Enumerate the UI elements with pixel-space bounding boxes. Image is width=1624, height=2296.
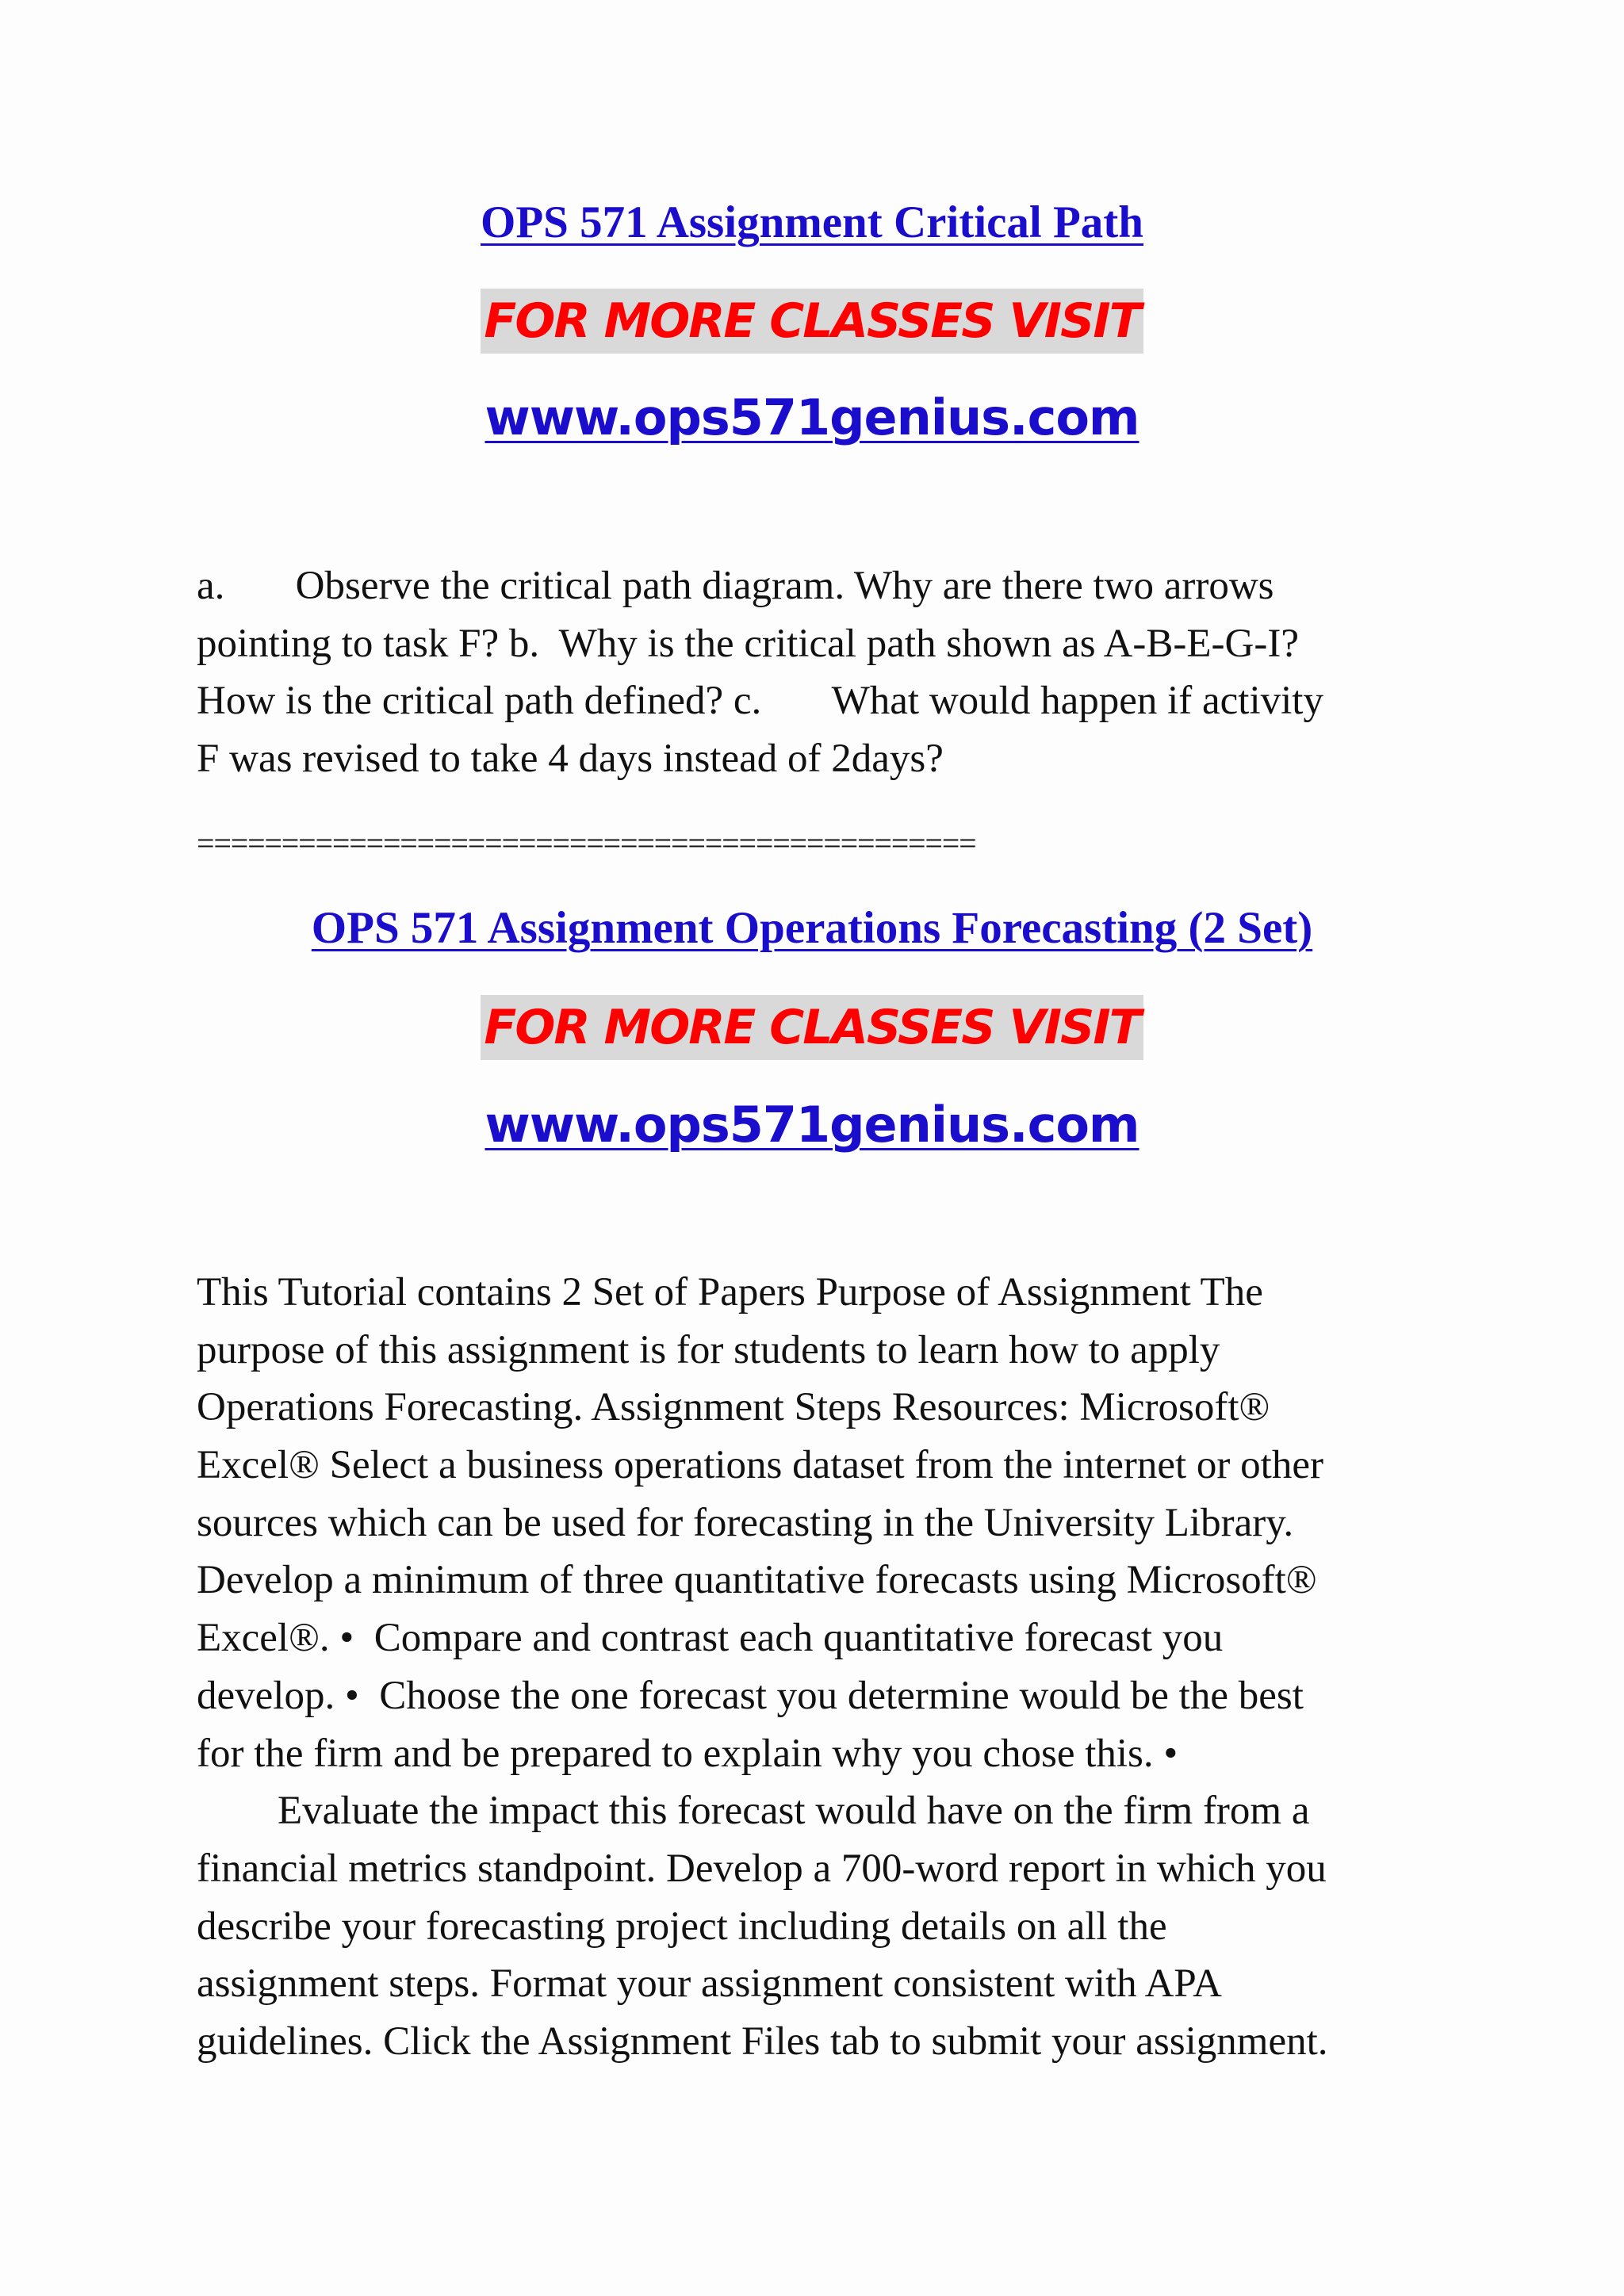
body-line: Operations Forecasting. Assignment Steps Resources: Microsoft®: [197, 1385, 1270, 1430]
section1-site-row: [0, 388, 1624, 446]
body-line: a. Observe the critical path diagram. Why are there two arrows: [197, 564, 1274, 608]
body-line: F was revised to take 4 days instead of 2days?: [197, 737, 944, 782]
section2-body: [197, 1264, 1434, 2071]
body-line: assignment steps. Format your assignment consistent with APA: [197, 1961, 1222, 2007]
section2-site-row: [0, 1096, 1624, 1154]
section2-visit-row: [0, 995, 1624, 1060]
section2-title-row: [0, 902, 1624, 954]
body-line: How is the critical path defined? c. What would happen if activity: [197, 679, 1323, 724]
section1-visit-row: [0, 289, 1624, 354]
body-line: financial metrics standpoint. Develop a 700-word report in which you: [197, 1846, 1327, 1891]
body-line: describe your forecasting project including details on all the: [197, 1904, 1167, 1949]
body-line: for the firm and be prepared to explain why you chose this. •: [197, 1731, 1178, 1776]
body-line: purpose of this assignment is for students to learn how to apply: [197, 1327, 1220, 1372]
section2-title-link[interactable]: OPS 571 Assignment Operations Forecasting (2 Set): [311, 903, 1313, 953]
body-line: Excel® Select a business operations dataset from the internet or other: [197, 1443, 1323, 1488]
section1-title-row: [0, 197, 1624, 248]
section2-visit-banner: FOR MORE CLASSES VISIT: [481, 995, 1143, 1060]
section1-title-link[interactable]: OPS 571 Assignment Critical Path: [481, 197, 1143, 247]
section2-site-link[interactable]: www.ops571genius.com: [485, 1096, 1139, 1154]
body-line: Excel®. • Compare and contrast each quantitative forecast you: [197, 1616, 1224, 1661]
body-line: Evaluate the impact this forecast would have on the firm from a: [197, 1789, 1310, 1834]
body-line: sources which can be used for forecasting in the University Library.: [197, 1500, 1294, 1545]
body-line: Develop a minimum of three quantitative forecasts using Microsoft®: [197, 1558, 1317, 1603]
body-line: develop. • Choose the one forecast you determine would be the best: [197, 1673, 1304, 1718]
section1-site-link[interactable]: www.ops571genius.com: [485, 388, 1139, 446]
section1-visit-banner: FOR MORE CLASSES VISIT: [481, 289, 1143, 354]
section1-body: [197, 557, 1434, 788]
body-line: This Tutorial contains 2 Set of Papers Purpose of Assignment The: [197, 1270, 1263, 1314]
body-line: guidelines. Click the Assignment Files tab to submit your assignment.: [197, 2019, 1328, 2064]
body-line: pointing to task F? b. Why is the critical path shown as A-B-E-G-I?: [197, 621, 1299, 666]
section-separator: ==============================================: [197, 825, 976, 861]
